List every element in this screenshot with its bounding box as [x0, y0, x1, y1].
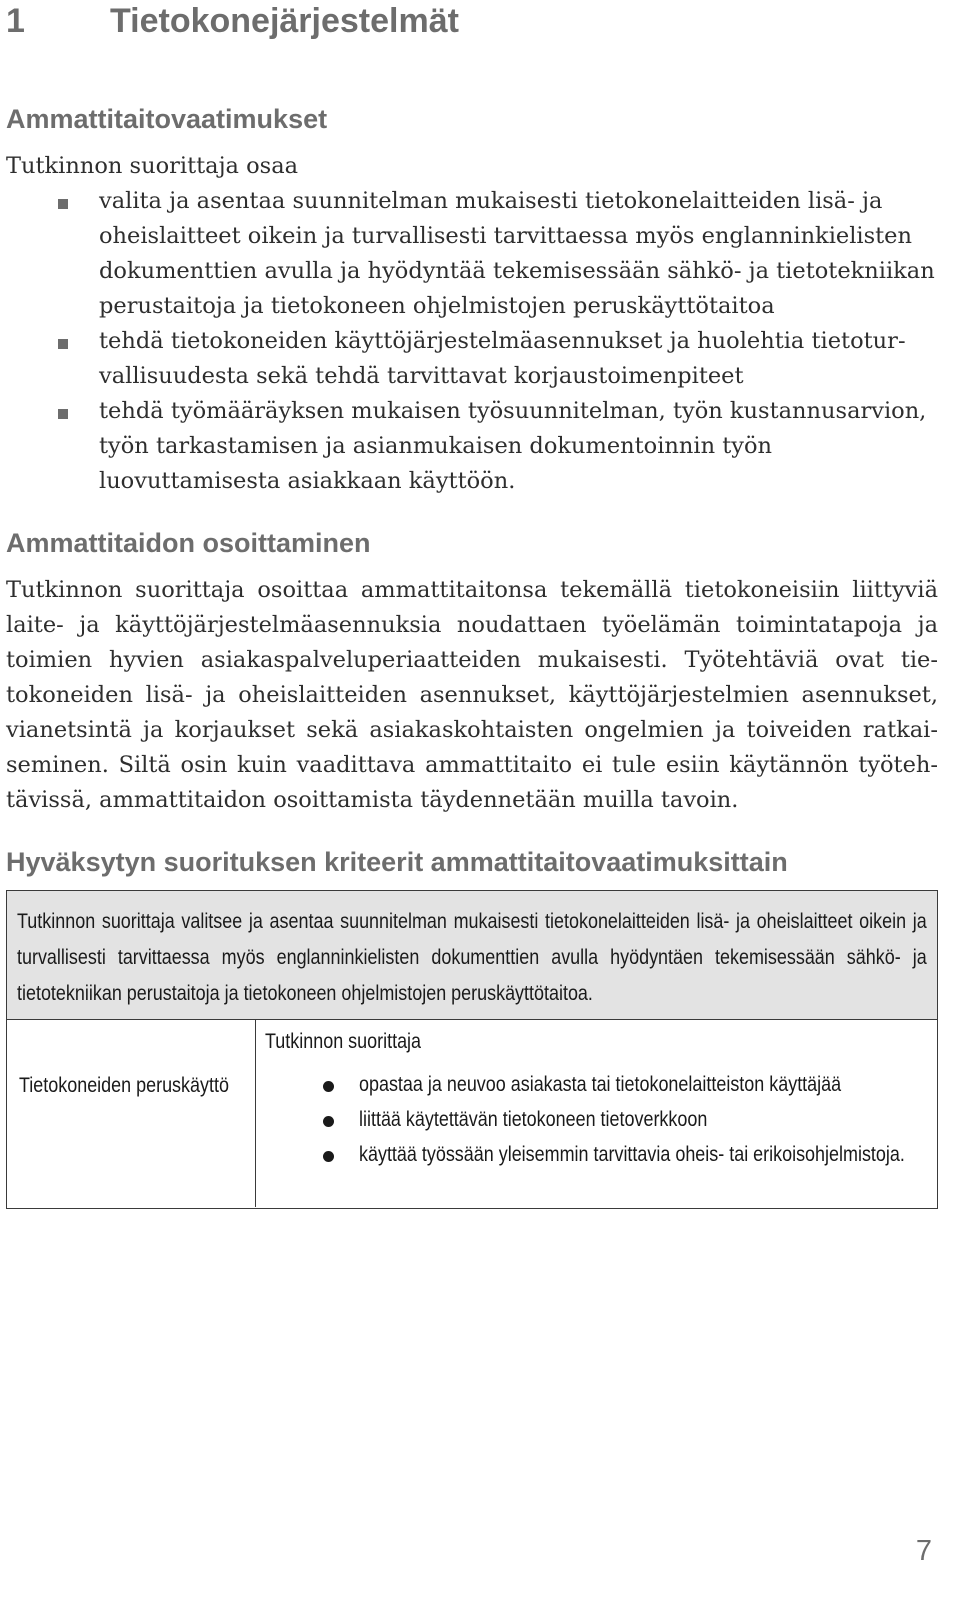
criteria-lead: Tutkinnon suorittaja	[265, 1030, 422, 1053]
list-item	[6, 324, 938, 394]
demonstration-heading: Ammattitaidon osoittaminen	[6, 528, 371, 558]
requirements-intro: Tutkinnon suorittaja osaa	[6, 153, 299, 179]
square-bullet-icon	[58, 199, 68, 209]
square-bullet-icon	[58, 339, 68, 349]
square-bullet-icon	[58, 409, 68, 419]
bullet-dot-icon	[323, 1081, 334, 1092]
bullet-dot-icon	[323, 1116, 334, 1127]
criteria-row	[7, 1020, 937, 1207]
requirements-list	[6, 184, 938, 499]
criteria-header-text: Tutkinnon suorittaja valitsee ja asentaa suunnitelman mukaisesti tietokonelaitteiden lisä- ja oheislaitteet oikein ja turvallisesti tarvittaessa myös englanninkielisten dokumenttien avulla hyödyntäen tekemisessään sähkö- ja tietotekniikan perustaitoja ja tietokoneen ohjelmistojen peruskäyttötaitoa.	[17, 910, 927, 1005]
criteria-row-label: Tietokoneiden peruskäyttö	[19, 1074, 229, 1097]
list-item-text: liittää käytettävän tietokoneen tietoverkkoon	[359, 1108, 708, 1131]
chapter-number: 1	[6, 2, 25, 40]
criteria-row-content-cell	[265, 1020, 929, 1207]
criteria-heading: Hyväksytyn suorituksen kriteerit ammattitaitovaatimuksittain	[6, 847, 788, 877]
list-item	[6, 394, 938, 499]
criteria-table	[6, 890, 938, 1209]
demonstration-text: Tutkinnon suorittaja osoittaa ammattitaitonsa tekemällä tietokoneisiin liittyviä laite- ja käyttöjärjestelmäasennuksia noudattaen työelämän toimintatapoja ja toimien hyvien asiakaspalveluperiaatteiden mukaisesti. Työtehtäviä ovat tietokoneiden lisä- ja oheislaitteiden asennukset, käyttöjärjestelmien asennukset, vianetsintä ja korjaukset sekä asiakaskohtaisten ongelmien ja toiveiden ratkaiseminen. Siltä osin kuin vaadittava ammattitaito ei tule esiin käytännön työtehtävissä, ammattitaidon osoittamista täydennetään muilla tavoin.	[6, 577, 938, 813]
list-item-text: käyttää työssään yleisemmin tarvittavia oheis- tai erikoisohjelmistoja.	[359, 1143, 905, 1166]
list-item-text: valita ja asentaa suunnitelman mukaisesti tietokonelaitteiden lisä- ja oheislaitteet oikein ja turvallisesti tarvittaessa myös englanninkielisten dokumenttien avulla ja hyödyntää tekemisessään sähkö- ja tietotekniikan perustaitoja ja tietokoneen ohjelmistojen peruskäyttötaitoa	[99, 188, 935, 319]
list-item-text: opastaa ja neuvoo asiakasta tai tietokonelaitteiston käyttäjää	[359, 1073, 842, 1096]
bullet-dot-icon	[323, 1151, 334, 1162]
list-item-text: tehdä työmääräyksen mukaisen työsuunnitelman, työn kustannusarvion, työn tarkastamisen ja asianmukaisen dokumentoinnin työn luovuttamisesta asiakkaan käyttöön.	[99, 398, 927, 494]
list-item-text: tehdä tietokoneiden käyttöjärjestelmäasennukset ja huolehtia tietoturvallisuudesta sekä tehdä tarvittavat korjaustoimenpiteet	[99, 328, 906, 389]
criteria-table-header	[7, 891, 937, 1020]
chapter-title	[6, 0, 459, 42]
criteria-row-label-cell	[7, 1020, 256, 1207]
requirements-heading: Ammattitaitovaatimukset	[6, 104, 328, 134]
chapter-title-text: Tietokonejärjestelmät	[110, 2, 459, 40]
page-number: 7	[915, 1535, 932, 1567]
list-item	[6, 184, 938, 324]
